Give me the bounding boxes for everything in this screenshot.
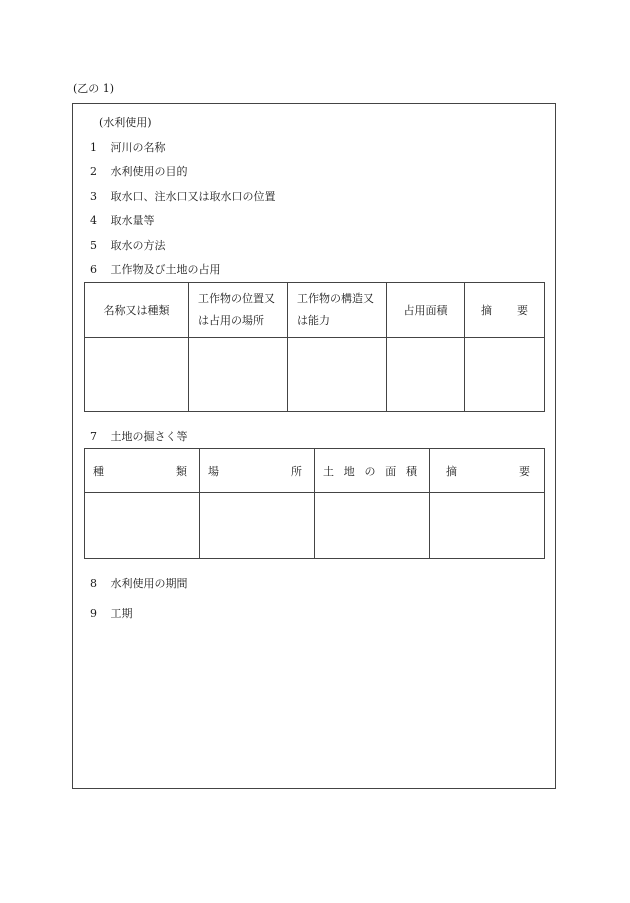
table-row (85, 493, 545, 559)
item-label: 取水の方法 (110, 239, 166, 252)
excavation-table (84, 448, 545, 559)
item-number: 3 (90, 190, 97, 203)
item-label: 工作物及び土地の占用 (110, 263, 221, 276)
item-7 (90, 428, 188, 444)
item-label: 工期 (110, 607, 133, 620)
cell[interactable] (85, 338, 189, 412)
item-number: 7 (90, 430, 97, 443)
header-remarks: 摘 要 (430, 449, 545, 493)
item-3 (90, 188, 276, 204)
form-code: (乙の 1) (73, 82, 115, 95)
header-place: 場 所 (200, 449, 315, 493)
header-remarks: 摘 要 (465, 283, 545, 338)
cell[interactable] (200, 493, 315, 559)
header-land-area: 土 地 の 面 積 (315, 449, 430, 493)
item-label: 土地の掘さく等 (110, 430, 188, 443)
item-5 (90, 237, 166, 253)
header-area: 占用面積 (387, 283, 465, 338)
item-label: 取水量等 (110, 214, 155, 227)
form-frame (72, 103, 556, 789)
table-row (85, 338, 545, 412)
cell[interactable] (288, 338, 387, 412)
item-number: 4 (90, 214, 97, 227)
header-location: 工作物の位置又 は占用の場所 (189, 283, 288, 338)
item-number: 6 (90, 263, 97, 276)
header-type: 種 類 (85, 449, 200, 493)
item-number: 2 (90, 165, 97, 178)
item-number: 9 (90, 607, 97, 620)
cell[interactable] (85, 493, 200, 559)
cell[interactable] (387, 338, 465, 412)
item-label: 河川の名称 (110, 141, 166, 154)
item-label: 取水口、注水口又は取水口の位置 (110, 190, 276, 203)
item-9 (90, 605, 133, 621)
cell[interactable] (315, 493, 430, 559)
item-number: 5 (90, 239, 97, 252)
item-2 (90, 163, 188, 179)
header-name-or-type: 名称又は種類 (85, 283, 189, 338)
item-6 (90, 261, 221, 277)
item-label: 水利使用の目的 (110, 165, 188, 178)
cell[interactable] (189, 338, 288, 412)
header-structure: 工作物の構造又 は能力 (288, 283, 387, 338)
item-1 (90, 139, 166, 155)
item-number: 8 (90, 577, 97, 590)
cell[interactable] (430, 493, 545, 559)
occupancy-table (84, 282, 545, 412)
item-number: 1 (90, 141, 97, 154)
item-4 (90, 212, 155, 228)
cell[interactable] (465, 338, 545, 412)
item-8 (90, 575, 188, 591)
section-title: (水利使用) (99, 116, 152, 129)
item-label: 水利使用の期間 (110, 577, 188, 590)
